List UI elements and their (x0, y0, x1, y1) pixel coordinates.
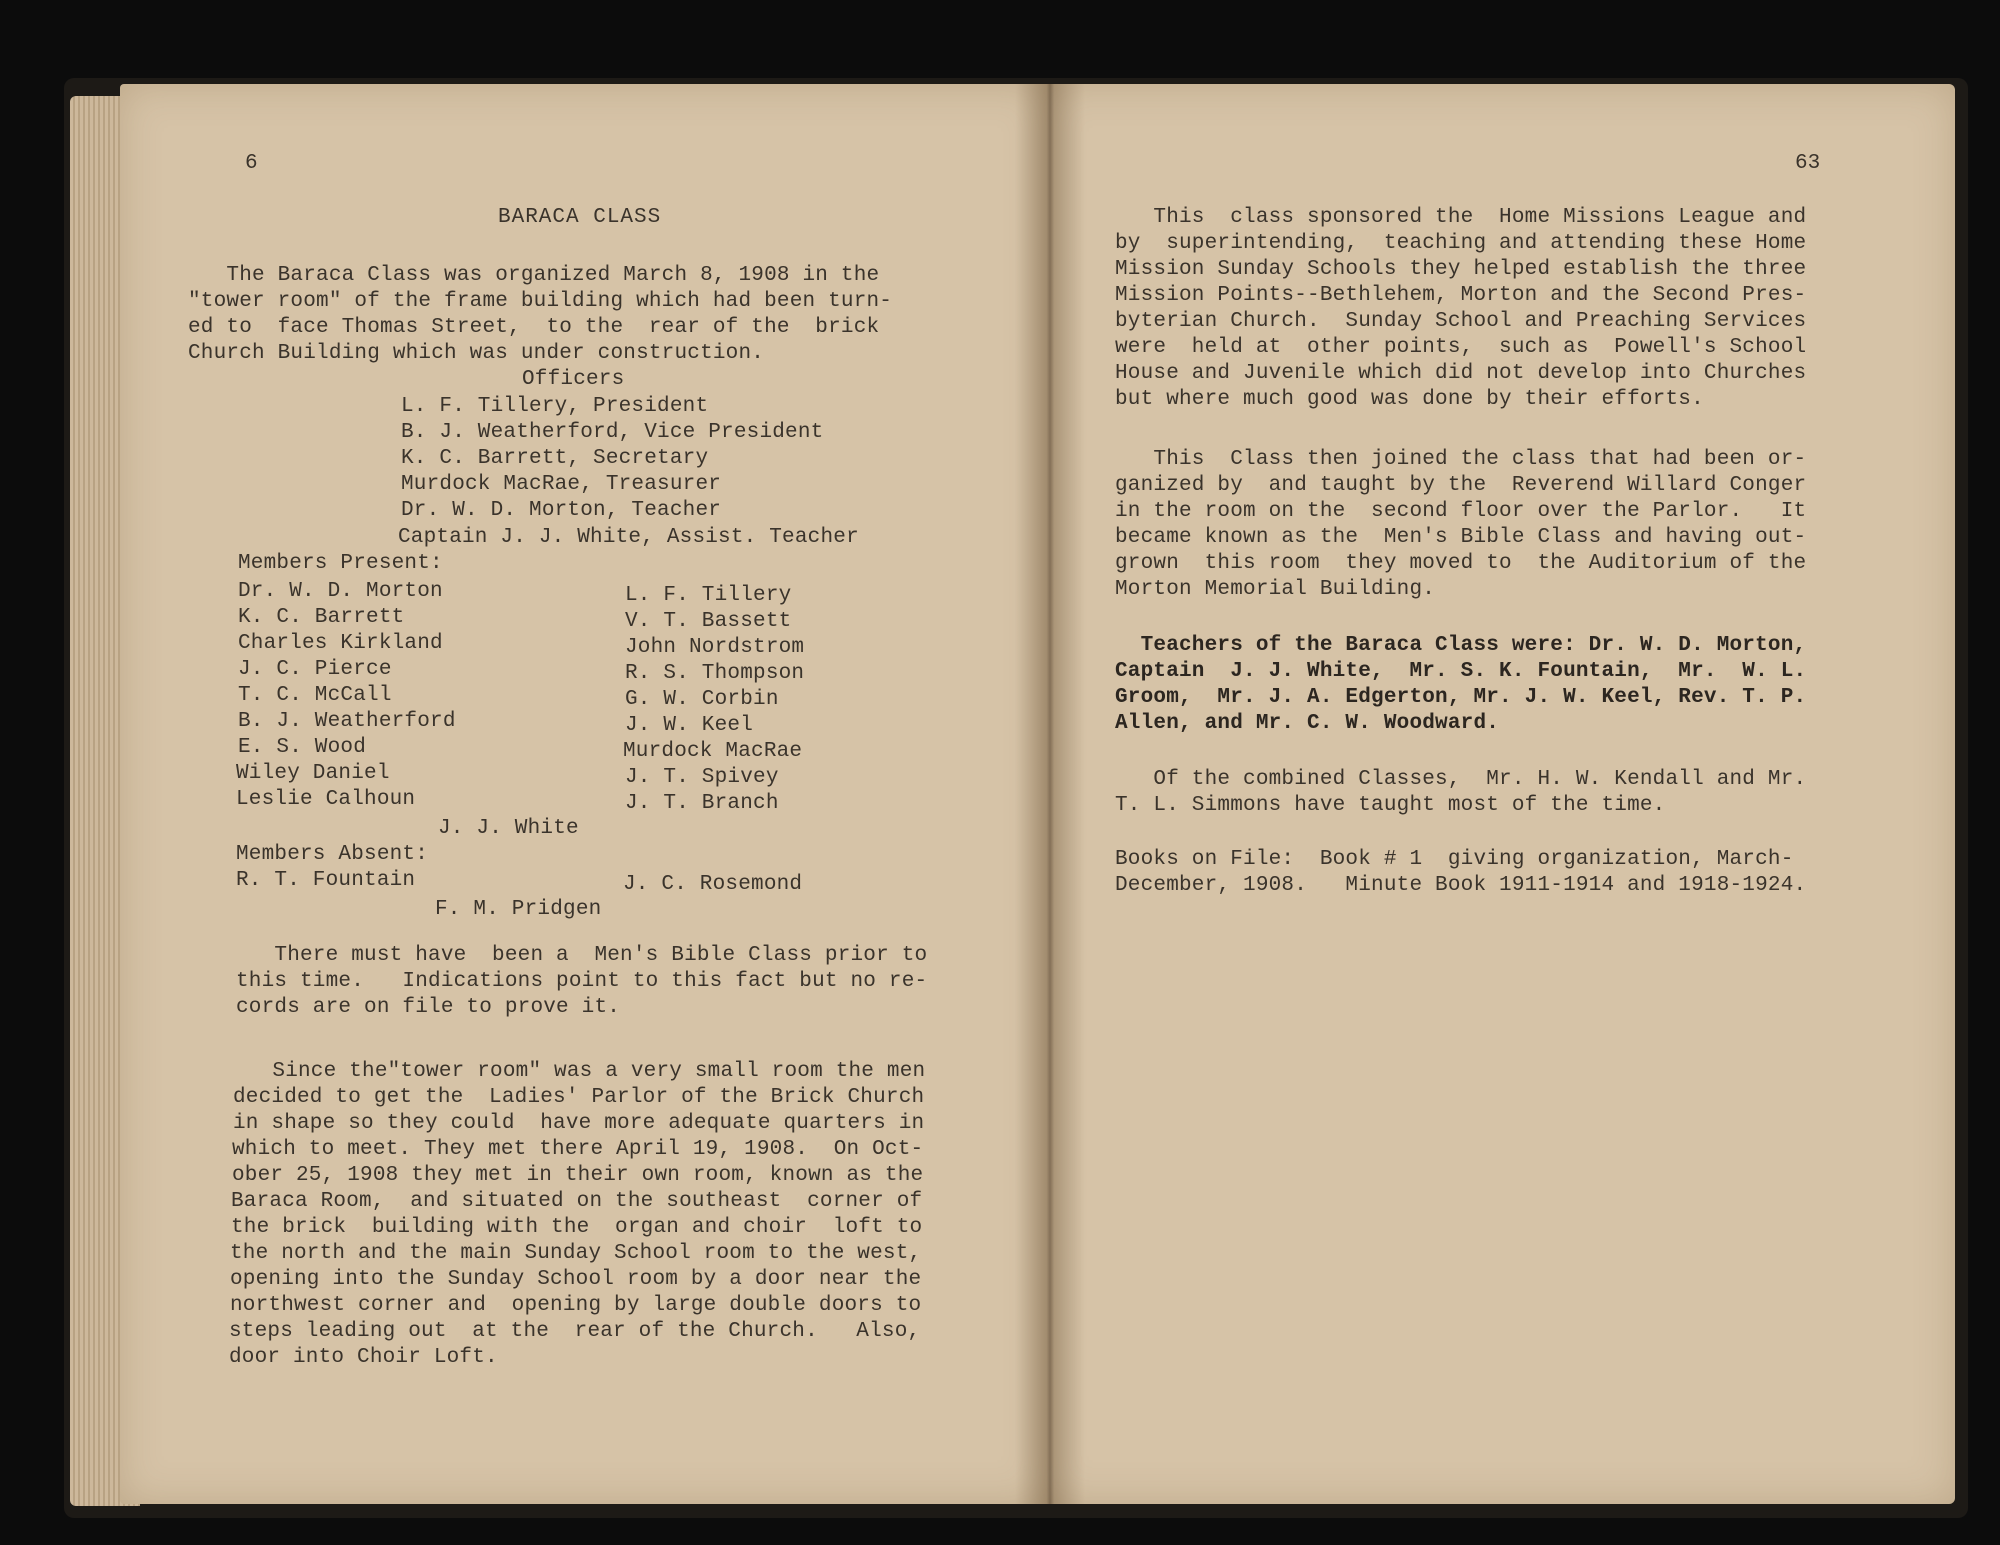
text-line: but where much good was done by their efforts. (1115, 388, 1704, 411)
member-item: Murdock MacRae (623, 740, 803, 763)
member-item: V. T. Bassett (625, 610, 792, 633)
member-item: Dr. W. D. Morton (238, 580, 443, 603)
member-item: John Nordstrom (625, 636, 805, 659)
text-line: Mission Points--Bethlehem, Morton and the Second Pres- (1115, 284, 1807, 307)
text-line: This Class then joined the class that had been or- (1115, 448, 1807, 471)
text-line: northwest corner and opening by large double doors to (230, 1294, 922, 1317)
text-line: door into Choir Loft. (229, 1346, 498, 1369)
member-item-center: J. J. White (438, 817, 579, 840)
text-line: cords are on file to prove it. (236, 996, 621, 1019)
member-item: J. W. Keel (625, 714, 754, 737)
member-item: L. F. Tillery (625, 584, 792, 607)
text-line: Morton Memorial Building. (1115, 578, 1436, 601)
text-line: Mission Sunday Schools they helped establish the three (1115, 258, 1807, 281)
text-line: Since the"tower room" was a very small room the men (234, 1060, 926, 1083)
member-item: Wiley Daniel (236, 762, 390, 785)
officer-item: L. F. Tillery, President (401, 395, 709, 418)
text-line: byterian Church. Sunday School and Preaching Services (1115, 310, 1807, 333)
text-line: T. L. Simmons have taught most of the time. (1115, 794, 1666, 817)
text-line: the brick building with the organ and choir loft to (231, 1216, 923, 1239)
member-item: T. C. McCall (238, 684, 392, 707)
text-line: became known as the Men's Bible Class and having out- (1115, 526, 1807, 549)
text-line: grown this room they moved to the Auditorium of the (1115, 552, 1807, 575)
text-line: Of the combined Classes, Mr. H. W. Kendall and Mr. (1115, 768, 1807, 791)
text-line: House and Juvenile which did not develop into Churches (1115, 362, 1807, 385)
member-item: J. T. Branch (625, 792, 779, 815)
text-line: Books on File: Book # 1 giving organization, March- (1115, 848, 1794, 871)
left-page (120, 84, 1045, 1504)
text-line: by superintending, teaching and attending these Home (1115, 232, 1807, 255)
book-gutter (1015, 84, 1085, 1504)
text-line: "tower room" of the frame building which had been turn- (188, 290, 893, 313)
officer-item: Dr. W. D. Morton, Teacher (401, 499, 722, 522)
text-line: the north and the main Sunday School room to the west, (230, 1242, 922, 1265)
member-item: G. W. Corbin (625, 688, 779, 711)
text-line: Allen, and Mr. C. W. Woodward. (1115, 712, 1500, 735)
absent-member-item: R. T. Fountain (236, 869, 416, 892)
text-line: which to meet. They met there April 19, 1908. On Oct- (232, 1138, 924, 1161)
absent-member-item: F. M. Pridgen (435, 898, 602, 921)
absent-member-item: J. C. Rosemond (623, 873, 803, 896)
member-item: B. J. Weatherford (238, 710, 456, 733)
right-page-number: 63 (1795, 152, 1821, 175)
text-line: Church Building which was under construction. (188, 342, 765, 365)
text-line: in shape so they could have more adequate quarters in (233, 1112, 925, 1135)
text-line: in the room on the second floor over the Parlor. It (1115, 500, 1807, 523)
officers-heading: Officers (522, 368, 625, 391)
member-item: K. C. Barrett (238, 606, 405, 629)
member-item: R. S. Thompson (625, 662, 805, 685)
member-item: Charles Kirkland (238, 632, 443, 655)
text-line: ed to face Thomas Street, to the rear of the brick (188, 316, 880, 339)
text-line: Teachers of the Baraca Class were: Dr. W. D. Morton, (1115, 634, 1807, 657)
officer-item: K. C. Barrett, Secretary (401, 447, 709, 470)
right-page (1045, 84, 1955, 1504)
members-absent-label: Members Absent: (236, 843, 429, 866)
text-line: The Baraca Class was organized March 8, 1908 in the (188, 264, 880, 287)
text-line: Baraca Room, and situated on the southeast corner of (231, 1190, 923, 1213)
text-line: this time. Indications point to this fact but no re- (236, 970, 928, 993)
text-line: Captain J. J. White, Mr. S. K. Fountain, Mr. W. L. (1115, 660, 1807, 683)
member-item: J. C. Pierce (238, 658, 392, 681)
text-line: were held at other points, such as Powell's School (1115, 336, 1807, 359)
member-item: J. T. Spivey (625, 766, 779, 789)
members-present-label: Members Present: (238, 552, 443, 575)
officer-item: Captain J. J. White, Assist. Teacher (398, 526, 859, 549)
text-line: opening into the Sunday School room by a door near the (230, 1268, 922, 1291)
text-line: This class sponsored the Home Missions League and (1115, 206, 1807, 229)
officer-item: Murdock MacRae, Treasurer (401, 473, 722, 496)
member-item: Leslie Calhoun (236, 788, 416, 811)
page-title: BARACA CLASS (498, 206, 662, 229)
text-line: steps leading out at the rear of the Church. Also, (229, 1320, 921, 1343)
text-line: Groom, Mr. J. A. Edgerton, Mr. J. W. Keel, Rev. T. P. (1115, 686, 1807, 709)
text-line: ganized by and taught by the Reverend Willard Conger (1115, 474, 1807, 497)
text-line: There must have been a Men's Bible Class prior to (236, 944, 928, 967)
text-line: ober 25, 1908 they met in their own room, known as the (232, 1164, 924, 1187)
text-line: decided to get the Ladies' Parlor of the Brick Church (233, 1086, 925, 1109)
officer-item: B. J. Weatherford, Vice President (401, 421, 824, 444)
text-line: December, 1908. Minute Book 1911-1914 and 1918-1924. (1115, 874, 1807, 897)
left-page-number: 6 (245, 152, 258, 175)
member-item: E. S. Wood (238, 736, 367, 759)
